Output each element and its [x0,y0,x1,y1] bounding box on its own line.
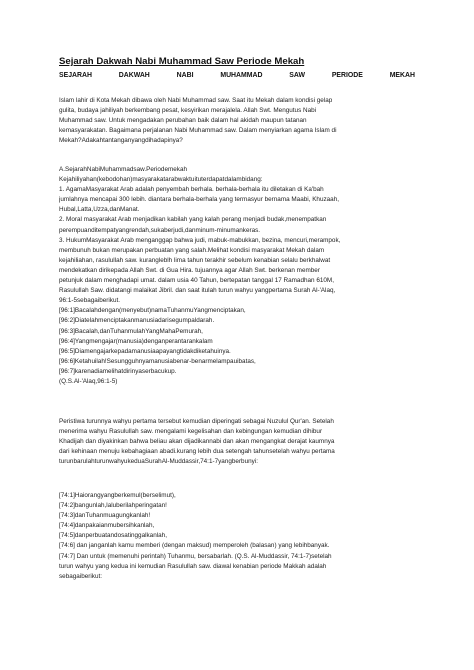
text-word: Al-'Alaq, [73,377,98,385]
text-word: yang [100,492,115,499]
text-word: perantaran [165,337,196,345]
text-word: Yang [193,307,208,315]
text-word: tidak [180,347,194,355]
text-word: Maha [159,327,176,335]
heading-word: DAKWAH [118,72,150,79]
text-word: (kebodohan) [96,176,133,184]
text-word: diketahuinya. [193,347,231,355]
text-line: jumlahnya mencapai 300 lebih. diantara berhala-berhala yang termasyur bernama Maabi, Khuzaah, [59,196,339,204]
text-word: Hubal, [59,206,78,214]
text-word: [74:4] [59,522,75,530]
text-word: berikut. [99,297,121,305]
text-word: dengan [97,307,119,315]
text-word: dosa [114,532,128,540]
text-word: benar-benar [172,357,208,365]
text-word: (manusia) [115,337,144,345]
text-word: [96:2] [59,317,75,325]
text-word: bidang [241,176,261,184]
text-line: 1. AgamaMasyarakat Arab adalah penyembah berhala. berhala-berhala itu diletakan di Ka'bah [59,186,324,194]
text-word: yang [115,226,130,234]
text-word: saw. [133,166,147,173]
text-word: Bacalah, [74,327,100,335]
text-word: menciptakan [98,317,135,325]
text-word: Manat. [120,206,140,214]
text-word: Yang [74,337,90,345]
text-line: [74:7] Dan untuk (memenuhi perintah) Tuhanmu, bersabarlah. (Q.S. Al-Muddassir, 74:1-7)setelah [59,552,332,560]
text-word: 1-5) [106,377,118,385]
text-word: [96:5] [59,347,75,355]
text-word: barulah [73,458,95,466]
text-word: telah [84,317,99,325]
text-word: sebagai [77,297,100,305]
text-word: kepada [110,347,132,355]
text-word: perbuatan [85,532,115,540]
text-line [59,511,417,521]
text-word: Nabi [86,166,100,173]
text-word: [74:1] [59,492,75,499]
text-word: manusia [134,317,159,325]
text-line [59,357,417,367]
text-word: Tuhanmu [85,512,113,520]
text-word: tinggalkanlah, [127,532,167,540]
text-word: agungkanlah! [112,512,151,520]
text-line: petunjuk dalam menghadapi umat. dalam usia 40 Tahun, bertepatan tanggal 17 Ramadhan 610M, [59,277,334,285]
text-word: wahyu [109,458,128,466]
text-word: Pemurah, [175,327,203,335]
text-word: mekah [168,166,188,173]
text-word: : [100,572,103,580]
text-word: [74:3] [59,512,75,520]
text-line [59,205,417,215]
text-line [59,306,417,316]
text-word: berkemul [114,492,141,499]
text-word: Tuhanmulah [110,327,146,335]
heading-word: MUHAMMAD [220,72,263,79]
text-line: Islam lahir di Kota Mekah dibawa oleh Nabi Muhammad saw. Saat itu Mekah dalam kondisi gelap [59,97,333,104]
text-word: yang [218,458,232,466]
text-line: membunuh bukan merupakan perbuatan yang salah.Melihat kondisi masyarakat Mekah dalam [59,246,325,254]
text-word: turun [59,458,74,466]
text-word: waktu [177,176,195,184]
page-title: Sejarah Dakwah Nabi Muhammad Saw Periode Mekah [59,56,305,67]
text-line: Muhammad saw. Untuk mengadakan perubahan baik dalam hal akidah maupun tatanan [59,117,307,125]
text-line [59,501,417,511]
text-word: 96:1-5 [59,297,77,305]
text-word: Hai [74,492,85,499]
text-line [59,226,417,236]
text-word: Periode [146,166,168,173]
text-line [59,165,417,175]
text-word: masyarakat [132,176,166,184]
text-word: melampaui [207,357,239,365]
text-word: Muhammad [99,166,134,173]
text-word: [74:2] [59,502,75,510]
text-line [59,491,417,501]
text-word: segumpal [168,317,197,325]
text-word: dihadapinya? [145,137,183,145]
text-word: di [91,226,97,234]
text-word: Ketahuilah! [74,357,107,365]
text-line [59,296,417,306]
text-word: [74:5] [59,532,75,540]
text-word: turun [94,458,110,466]
text-word: karena [74,367,95,375]
text-word: pakaianmu [85,522,117,530]
text-word: dari [158,317,169,325]
text-word: Al-Muddassir, [161,458,201,466]
text-word: dan [99,327,111,335]
text-word: 96: [97,377,107,385]
text-line [59,316,417,326]
text-word: mengajar [84,347,111,355]
text-word: berilah [116,502,136,510]
text-word: sebagai [59,572,82,580]
heading-word: NABI [176,72,194,79]
text-word: peringatan! [135,502,167,510]
text-word: [96:4] [59,337,75,345]
text-line: turun wahyu yang kedua ini kemudian Rasulullah saw. diawal kenabian periode Makkah adalah [59,562,327,570]
text-word: kalam [195,337,213,345]
text-word: batas, [238,357,256,365]
text-word: serba [141,367,158,375]
section-b-paragraph [59,417,417,467]
text-word: dia [94,367,103,375]
heading-word: SEJARAH [59,72,92,79]
section-c-paragraph [59,491,417,582]
text-line: Peristiwa turunnya wahyu pertama tersebut kemudian diperingati sebagai Nuzulul Qur'an. Setelah [59,418,334,425]
text-line: 3. HukumMasyarakat Arab menganggap bahwa judi, mabuk-mabukkan, bezina, mencuri,merampok, [59,236,341,244]
text-word: dan [184,226,196,234]
text-word: yang [131,137,146,145]
text-line [59,572,417,582]
text-line: mendekatkan dirikepada Allah Swt. di Gua Hira. tujuannya agar Allah Swt. berkenan member [59,266,320,274]
text-word: Bacalah [74,307,98,315]
text-line: dari kehinaan menuju kebahagiaan abadi.kurang lebih dua setengah tahunsetelah wahyu pertama [59,448,335,456]
text-word: mengajar [89,337,116,345]
text-word: darah. [196,317,215,325]
heading-word: MEKAH [389,72,415,79]
text-word: tempat [96,226,116,234]
text-word: bersihkanlah, [116,522,155,530]
text-word: nama [151,307,167,315]
text-word: orang [84,492,101,499]
text-line: menerima wahyu Rasulullah saw. mengalami kegelisahan dan kebingungan kemudian dihibur [59,428,323,436]
text-word: dirinya [123,367,142,375]
text-word: bangunlah, [74,502,107,510]
text-word: 74:1-7 [200,458,219,466]
intro-paragraph [59,96,417,146]
text-line: [74:6] dan janganlah kamu memberi (dengan maksud) memperoleh (balasan) yang lebihbanyak. [59,542,330,550]
text-word: Latta, [77,206,94,214]
text-line: kejahiliahan, rasulullah saw. kurangleblh lima tahun terakhir sebelum kenabian selalu berkhalwat [59,256,331,264]
text-line [59,521,417,531]
text-line: Khadijah dan diyakinkan bahwa beliau akan dijadikannabi dan akan mengangkat derajat kaumnya [59,438,335,446]
text-word: berbunyi [231,458,257,466]
text-line [59,367,417,377]
text-word: [96:6] [59,357,75,365]
text-word: [96:1] [59,307,75,315]
text-word: manusia [131,347,156,355]
text-word: tantangan [103,137,132,145]
text-word: Sesungguhnya [106,357,149,365]
text-word: dan [74,522,86,530]
text-word: Adakah [81,137,104,145]
text-word: minum-minumankeras. [195,226,261,234]
text-word: yang [166,347,181,355]
text-word: lalu [106,502,117,510]
text-word: dan [74,532,86,540]
text-word: terdapat [201,176,225,184]
heading-word: SAW [289,72,305,79]
text-line: gulita, budaya jahiliyah berkembang pesat, kesyirikan merajalela. Allah Swt. Mengutus Nabi [59,107,317,115]
section-a-paragraph [59,165,417,387]
text-word: (menyebut) [118,307,152,315]
text-word: berikut [81,572,101,580]
text-line [59,327,417,337]
text-word: A. [59,166,65,173]
text-word: suka [150,226,165,234]
text-line: 2. Moral masyarakat Arab menjadikan kabilah yang kalah perang menjadi budak,menempatkan [59,216,327,224]
text-line [59,377,417,387]
text-word: arab [165,176,178,184]
text-word: dan [74,512,86,520]
text-line: Rasulullah Saw. didatangi malaikat Jibril. dan saat itulah turun wahyu yangpertama Surah Al-'Alaq, [59,287,336,295]
text-word: kedua [127,458,145,466]
text-word: itu [194,176,202,184]
text-line [59,175,417,185]
text-word: menciptakan, [207,307,246,315]
text-word: Surah [144,458,162,466]
text-word: [96:3] [59,327,75,335]
text-word: perempuan [59,226,92,234]
text-word: Mekah? [59,137,82,145]
text-word: [96:7] [59,367,75,375]
text-word: dengan [143,337,166,345]
text-word: Yang [145,327,160,335]
text-word: rendah, [129,226,151,234]
section-heading [59,72,415,79]
text-word: cukup. [157,367,177,375]
text-line [59,531,417,541]
text-line [59,136,417,146]
text-word: Kejahiliyahan [59,176,97,184]
text-word: apa [155,347,167,355]
text-word: Uzza, [93,206,110,214]
text-line: kemasyarakatan. Bagaimana perjalanan Nabi Muhammad saw. Dalam menyiarkan agama Islam di [59,127,337,135]
text-word: Sejarah [65,166,87,173]
text-word: berjudi, [164,226,185,234]
text-line [59,457,417,467]
text-word: Tuhanmu [166,307,194,315]
text-word: : [256,458,258,466]
text-word: dalam [224,176,242,184]
text-word: manusia [148,357,173,365]
text-word: Dia [74,317,85,325]
text-line [59,347,417,357]
text-word: (berselimut), [140,492,176,499]
text-word: (Q.S. [59,377,74,385]
heading-word: PERIODE [331,72,363,79]
text-word: : [260,176,263,184]
text-line [59,337,417,347]
text-word: melihat [102,367,124,375]
text-word: Dia [74,347,85,355]
text-word: dan [109,206,121,214]
